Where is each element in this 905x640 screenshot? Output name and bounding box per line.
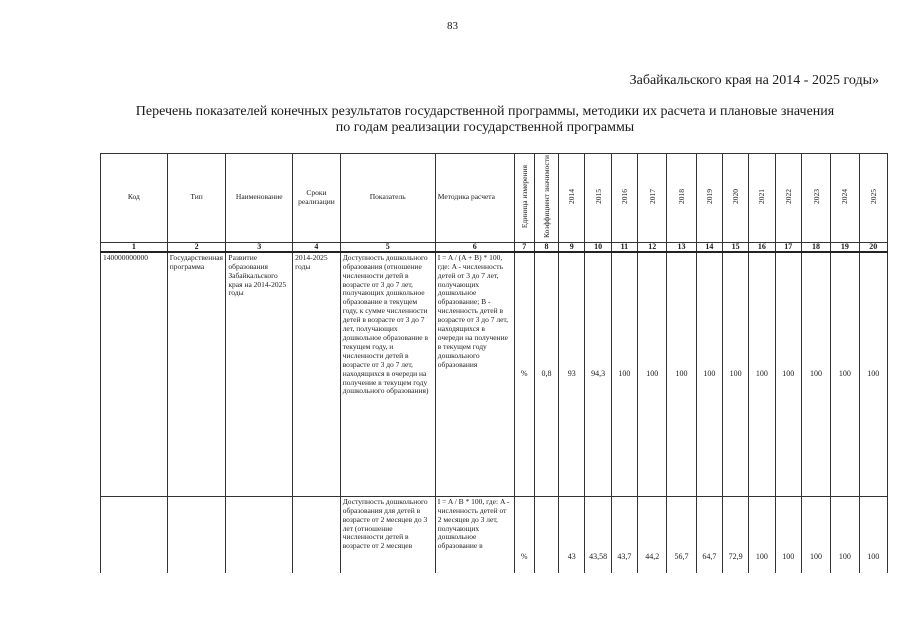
column-number: 6 bbox=[435, 242, 514, 252]
cell-value: 100 bbox=[831, 252, 859, 497]
column-number: 17 bbox=[775, 242, 801, 252]
column-number: 5 bbox=[340, 242, 435, 252]
cell-value: 100 bbox=[749, 252, 775, 497]
column-number: 10 bbox=[585, 242, 611, 252]
cell-sroki bbox=[293, 496, 341, 573]
cell-value: 100 bbox=[801, 496, 830, 573]
cell-value: 100 bbox=[696, 252, 722, 497]
cell-value: 43 bbox=[559, 496, 585, 573]
header-koefficient-text: Коэффициент значимости bbox=[542, 155, 551, 238]
header-row bbox=[101, 154, 888, 243]
header-koefficient bbox=[534, 154, 558, 243]
cell-metodika: I = A / (A + B) * 100, где: A - численность детей от 3 до 7 лет, получающих дошкольное образование; B - численность детей в возрасте от 3 до 7 лет, находящихся в очереди на получение в текущем году дошкольного образования bbox=[435, 252, 514, 497]
cell-sroki: 2014-2025 годы bbox=[293, 252, 341, 497]
cell-value: 72,9 bbox=[722, 496, 748, 573]
cell-value: 43,58 bbox=[585, 496, 611, 573]
cell-value: 100 bbox=[611, 252, 637, 497]
header-year-text: 2020 bbox=[731, 188, 741, 204]
cell-value: 100 bbox=[801, 252, 830, 497]
header-year bbox=[559, 154, 585, 243]
cell-value: 100 bbox=[667, 252, 696, 497]
column-number: 15 bbox=[722, 242, 748, 252]
cell-value: 100 bbox=[722, 252, 748, 497]
column-number: 11 bbox=[611, 242, 637, 252]
title-line-2: по годам реализации государственной программы bbox=[335, 120, 635, 135]
cell-value: 100 bbox=[859, 496, 887, 573]
header-year-text: 2014 bbox=[567, 188, 577, 204]
cell-value: 93 bbox=[559, 252, 585, 497]
cell-value: 100 bbox=[775, 496, 801, 573]
table-row bbox=[101, 496, 888, 573]
header-year bbox=[696, 154, 722, 243]
header-year bbox=[722, 154, 748, 243]
header-right-text: Забайкальского края на 2014 - 2025 годы» bbox=[629, 73, 879, 88]
column-number: 3 bbox=[226, 242, 293, 252]
column-number: 12 bbox=[638, 242, 667, 252]
header-naimenovanie: Наименование bbox=[226, 154, 293, 243]
header-year bbox=[749, 154, 775, 243]
header-year-text: 2018 bbox=[677, 188, 687, 204]
page-number: 83 bbox=[447, 20, 458, 32]
cell-value: 56,7 bbox=[667, 496, 696, 573]
header-year bbox=[667, 154, 696, 243]
cell-value: 100 bbox=[859, 252, 887, 497]
header-year bbox=[775, 154, 801, 243]
column-number: 14 bbox=[696, 242, 722, 252]
column-number: 20 bbox=[859, 242, 887, 252]
header-year bbox=[801, 154, 830, 243]
cell-naimenovanie bbox=[226, 496, 293, 573]
column-number: 19 bbox=[831, 242, 859, 252]
header-year-text: 2024 bbox=[840, 188, 850, 204]
cell-value: 44,2 bbox=[638, 496, 667, 573]
header-tip: Тип bbox=[167, 154, 226, 243]
cell-value: 100 bbox=[638, 252, 667, 497]
table-row bbox=[101, 252, 888, 497]
cell-kod: 140000000000 bbox=[101, 252, 168, 497]
column-number-row bbox=[101, 242, 888, 252]
column-number: 16 bbox=[749, 242, 775, 252]
column-number: 18 bbox=[801, 242, 830, 252]
header-year bbox=[585, 154, 611, 243]
column-number: 4 bbox=[293, 242, 341, 252]
column-number: 9 bbox=[559, 242, 585, 252]
header-year-text: 2019 bbox=[704, 188, 714, 204]
cell-pokazatel: Доступность дошкольного образования (отношение численности детей в возрасте от 3 до 7 лет, получающих дошкольное образование в текущем году, к сумме численности детей в возрасте от 3 до 7 лет, получающих дошкольное образование в текущем году, и численности детей в возрасте от 3 до 7 лет, находящихся в очереди на получение в текущем году дошкольного образования) bbox=[340, 252, 435, 497]
cell-value: 43,7 bbox=[611, 496, 637, 573]
cell-pokazatel: Доступность дошкольного образования для детей в возрасте от 2 месяцев до 3 лет (отношение численности детей в возрасте от 2 месяцев bbox=[340, 496, 435, 573]
column-number: 8 bbox=[534, 242, 558, 252]
cell-kod bbox=[101, 496, 168, 573]
header-year bbox=[638, 154, 667, 243]
cell-value: 100 bbox=[831, 496, 859, 573]
cell-koefficient bbox=[534, 496, 558, 573]
header-year bbox=[859, 154, 887, 243]
header-edinica bbox=[514, 154, 534, 243]
cell-tip bbox=[167, 496, 226, 573]
header-year-text: 2025 bbox=[868, 188, 878, 204]
cell-naimenovanie: Развитие образования Забайкальского края на 2014-2025 годы bbox=[226, 252, 293, 497]
column-number: 13 bbox=[667, 242, 696, 252]
header-year bbox=[611, 154, 637, 243]
indicators-table-wrap bbox=[100, 153, 888, 573]
header-year-text: 2022 bbox=[783, 188, 793, 204]
document-title bbox=[60, 104, 905, 136]
header-year-text: 2017 bbox=[647, 188, 657, 204]
header-year bbox=[831, 154, 859, 243]
indicators-table bbox=[100, 153, 888, 573]
header-year-text: 2015 bbox=[593, 188, 603, 204]
header-year-text: 2021 bbox=[757, 188, 767, 204]
header-year-text: 2023 bbox=[811, 188, 821, 204]
cell-value: 100 bbox=[749, 496, 775, 573]
cell-value: 64,7 bbox=[696, 496, 722, 573]
header-pokazatel: Показатель bbox=[340, 154, 435, 243]
cell-value: 100 bbox=[775, 252, 801, 497]
cell-tip: Государственная программа bbox=[167, 252, 226, 497]
header-metodika: Методика расчета bbox=[435, 154, 514, 243]
column-number: 1 bbox=[101, 242, 168, 252]
cell-koefficient: 0,8 bbox=[534, 252, 558, 497]
column-number: 2 bbox=[167, 242, 226, 252]
header-edinica-text: Единица измерения bbox=[519, 164, 529, 229]
cell-metodika: I = A / B * 100, где: A - численность детей от 2 месяцев до 3 лет, получающих дошкольное образование в bbox=[435, 496, 514, 573]
cell-edinica: % bbox=[514, 252, 534, 497]
header-sroki: Сроки реализации bbox=[293, 154, 341, 243]
header-kod: Код bbox=[101, 154, 168, 243]
title-line-1: Перечень показателей конечных результатов государственной программы, методики их расчета и плановые значения bbox=[135, 104, 835, 119]
header-year-text: 2016 bbox=[619, 188, 629, 204]
cell-value: 94,3 bbox=[585, 252, 611, 497]
cell-edinica: % bbox=[514, 496, 534, 573]
column-number: 7 bbox=[514, 242, 534, 252]
